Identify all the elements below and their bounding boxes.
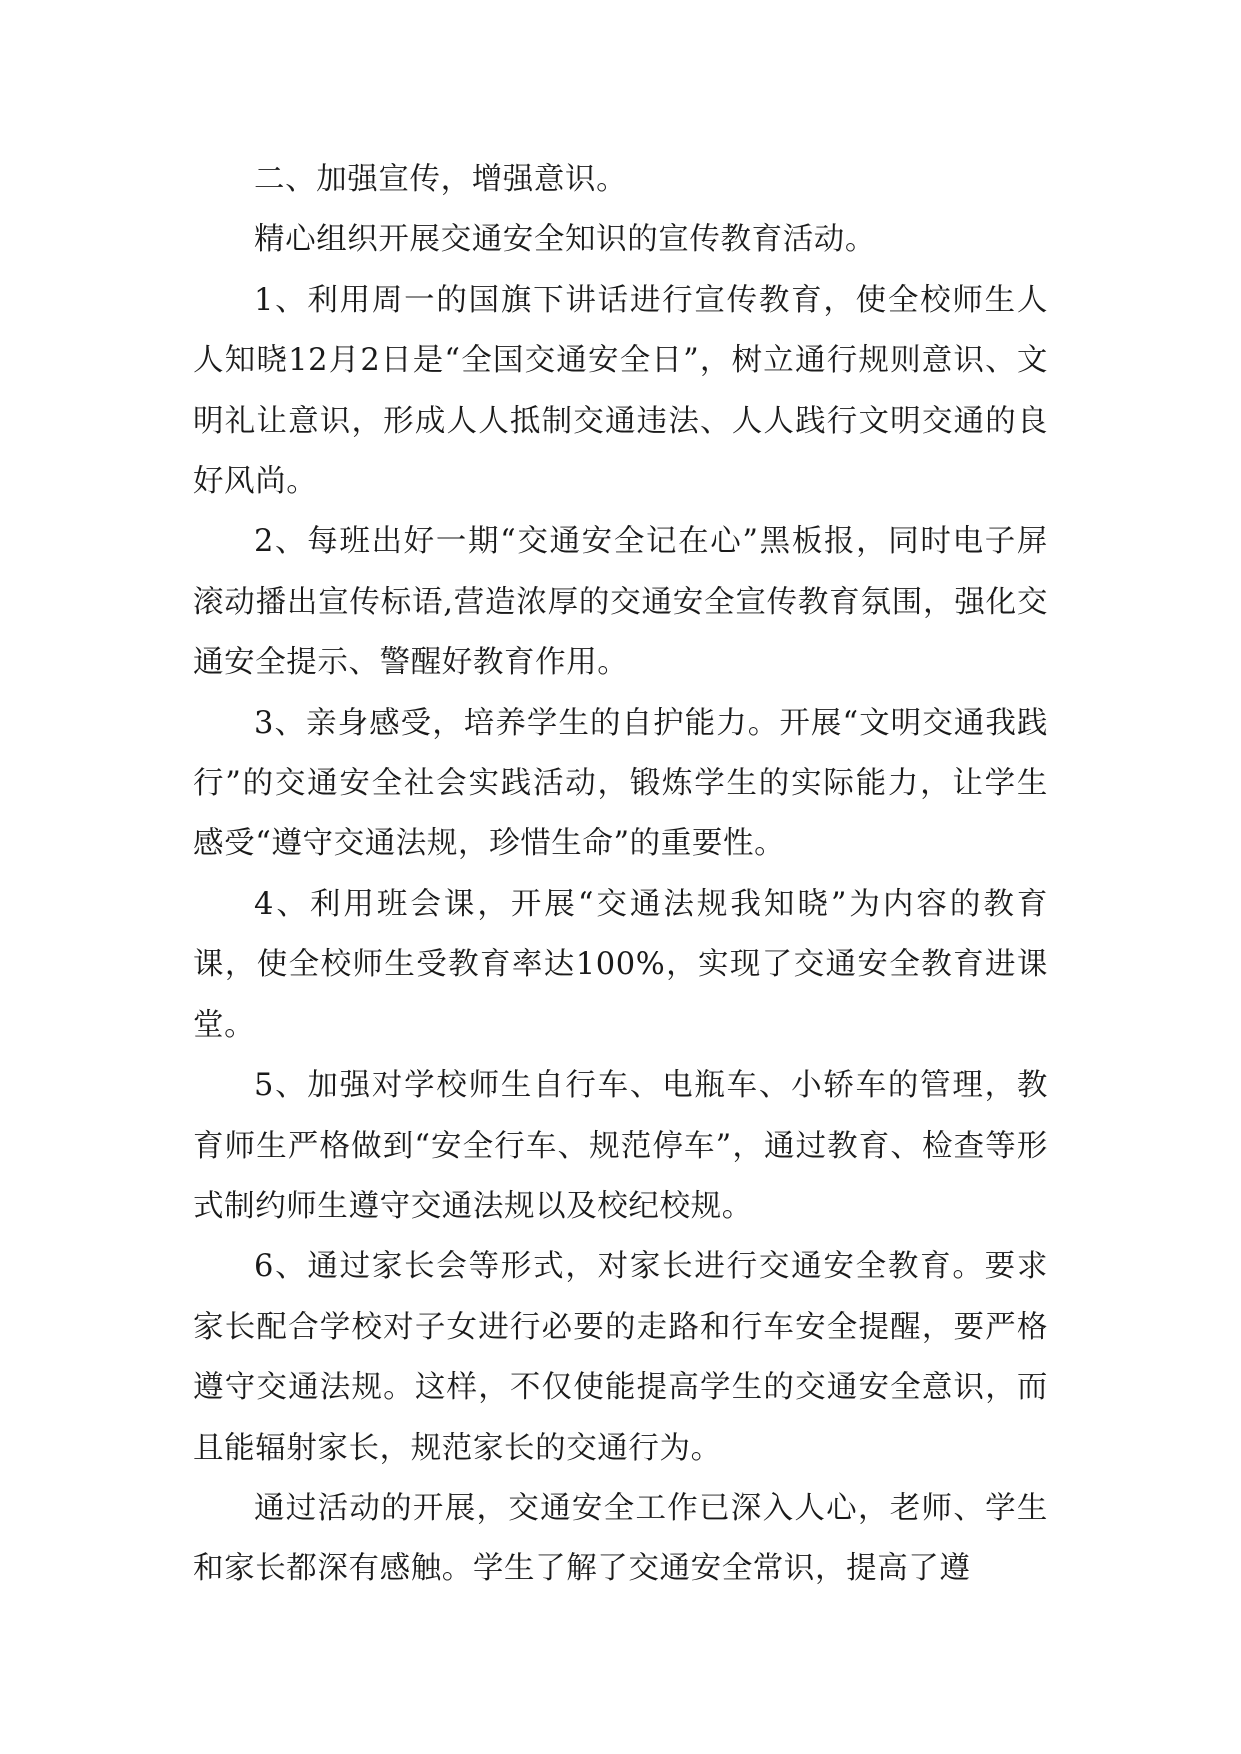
section-heading: 二、加强宣传，增强意识。 [254, 162, 628, 197]
paragraph-item-4: 4、利用班会课，开展“交通法规我知晓”为内容的教育课，使全校师生受教育率达100%，实现了交通安全教育进课堂。 [193, 886, 1048, 1043]
paragraph-item-3: 3、亲身感受，培养学生的自护能力。开展“文明交通我践行”的交通安全社会实践活动，锻炼学生的实际能力，让学生感受“遵守交通法规，珍惜生命”的重要性。 [193, 705, 1048, 862]
paragraph-item-1: 1、利用周一的国旗下讲话进行宣传教育，使全校师生人人知晓12月2日是“全国交通安全日”，树立通行规则意识、文明礼让意识，形成人人抵制交通违法、人人践行文明交通的良好风尚。 [193, 282, 1048, 500]
paragraph-item-5: 5、加强对学校师生自行车、电瓶车、小轿车的管理，教育师生严格做到“安全行车、规范停车”，通过教育、检查等形式制约师生遵守交通法规以及校纪校规。 [193, 1068, 1048, 1224]
paragraph-conclusion: 通过活动的开展，交通安全工作已深入人心，老师、学生和家长都深有感触。学生了解了交通安全常识，提高了遵 [193, 1490, 1048, 1587]
document-body [193, 150, 1048, 1600]
paragraph-item-6: 6、通过家长会等形式，对家长进行交通安全教育。要求家长配合学校对子女进行必要的走路和行车安全提醒，要严格遵守交通法规。这样，不仅使能提高学生的交通安全意识，而且能辐射家长，规范家长的交通行为。 [193, 1249, 1048, 1466]
paragraph-item-2: 2、每班出好一期“交通安全记在心”黑板报，同时电子屏滚动播出宣传标语,营造浓厚的交通安全宣传教育氛围，强化交通安全提示、警醒好教育作用。 [193, 524, 1048, 681]
paragraph-intro: 精心组织开展交通安全知识的宣传教育活动。 [254, 222, 876, 258]
